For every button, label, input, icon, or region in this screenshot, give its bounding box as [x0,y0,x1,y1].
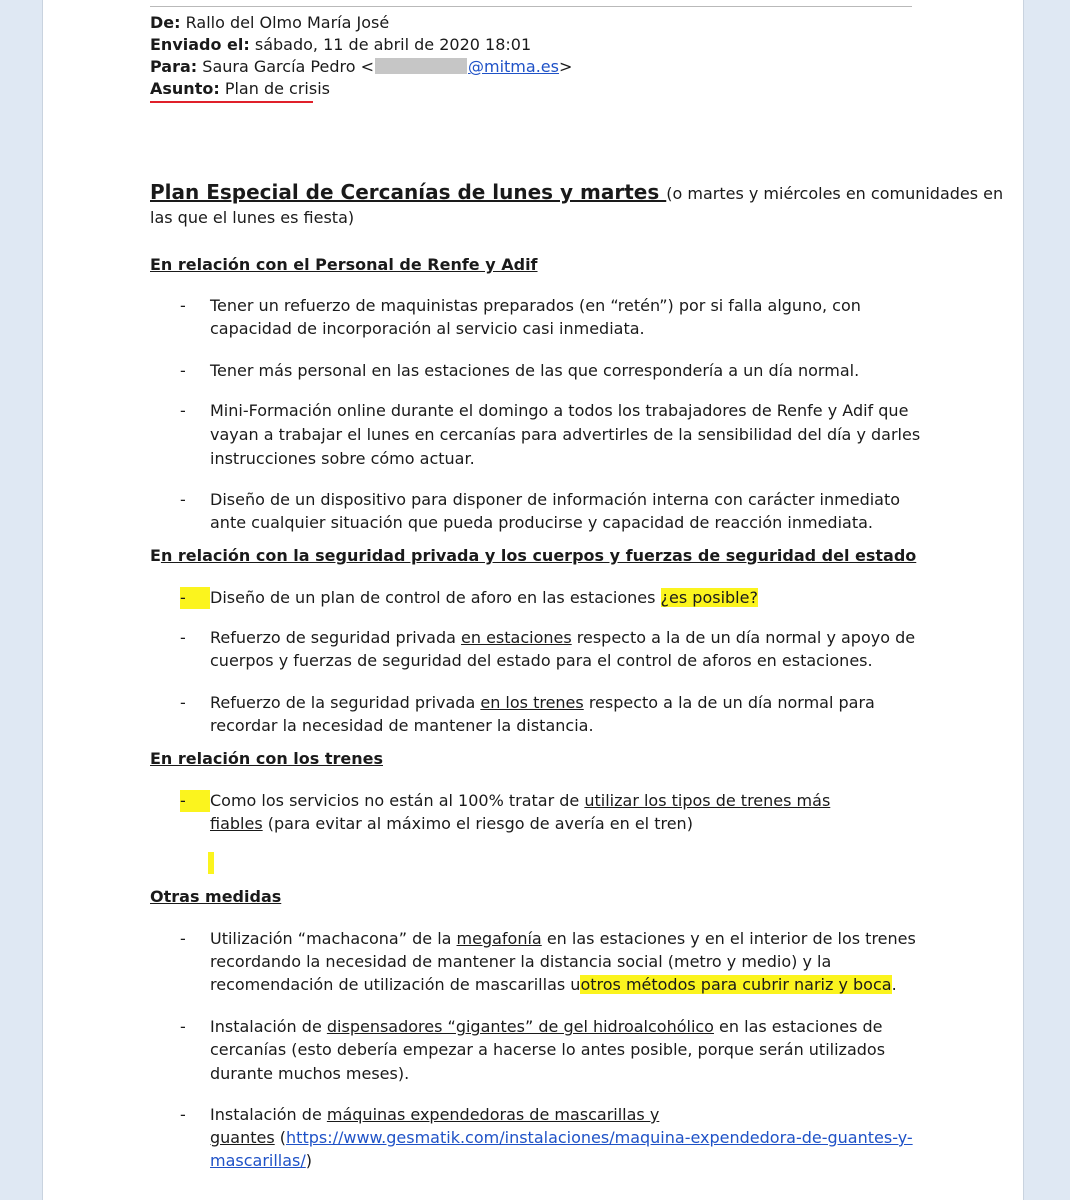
plan-title-cont: las que el lunes es fiesta) [150,208,355,227]
list-item-cont: recomendación de utilización de mascarillas uotros métodos para cubrir nariz y boca. [210,975,897,994]
list-item: Instalación de dispensadores “gigantes” de gel hidroalcohólico en las estaciones de [210,1017,883,1036]
list-item: Refuerzo de seguridad privada en estaciones respecto a la de un día normal y apoyo de [210,628,916,647]
list-item-cont: cuerpos y fuerzas de seguridad del estado para el control de aforos en estaciones. [210,651,873,670]
list-item-cont: recordando la necesidad de mantener la distancia social (metro y medio) y la [210,952,832,971]
list-item: Utilización “machacona” de la megafonía en las estaciones y en el interior de los trenes [210,929,916,948]
list-item-cont: instrucciones sobre cómo actuar. [210,449,475,468]
section-heading-personal: En relación con el Personal de Renfe y Adif [150,255,538,274]
list-item-cont: guantes (https://www.gesmatik.com/instalaciones/maquina-expendedora-de-guantes-y- [210,1128,913,1147]
list-item-cont: capacidad de incorporación al servicio casi inmediata. [210,319,645,338]
email-domain-link[interactable]: @mitma.es [468,57,559,76]
header-from: De: Rallo del Olmo María José [150,13,390,32]
header-sent: Enviado el: sábado, 11 de abril de 2020 18:01 [150,35,532,54]
list-item-cont: fiables (para evitar al máximo el riesgo de avería en el tren) [210,814,693,833]
list-item-cont: vayan a trabajar el lunes en cercanías para advertirles de la sensibilidad del día y darles [210,425,921,444]
list-item: Refuerzo de la seguridad privada en los trenes respecto a la de un día normal para [210,693,875,712]
list-item-cont: mascarillas/) [210,1151,313,1170]
list-item: Diseño de un dispositivo para disponer de información interna con carácter inmediato [210,490,901,509]
list-item: Tener un refuerzo de maquinistas preparados (en “retén”) por si falla alguno, con [210,296,861,315]
bullet: - [180,490,186,509]
list-item-cont: durante muchos meses). [210,1064,410,1083]
bullet: - [180,1017,186,1036]
bullet: - [180,296,186,315]
list-item: Instalación de máquinas expendedoras de mascarillas y [210,1105,660,1124]
highlight: ¿es posible? [660,588,758,607]
bullet: - [180,628,186,647]
bullet: - [180,1105,186,1124]
list-item-cont: ante cualquier situación que pueda producirse y capacidad de reacción inmediata. [210,513,873,532]
header-subject: Asunto: Plan de crisis [150,79,330,98]
highlighted-bullet: - [180,587,210,609]
bullet: - [180,361,186,380]
gesmatik-link-cont[interactable]: mascarillas/ [210,1151,306,1170]
header-to: Para: Saura García Pedro < @mitma.es> [150,57,573,76]
list-item: - Diseño de un plan de control de aforo en las estaciones ¿es posible? [180,588,758,607]
subject-underline [150,101,313,103]
bullet: - [180,929,186,948]
bullet: - [180,401,186,420]
gesmatik-link[interactable]: https://www.gesmatik.com/instalaciones/maquina-expendedora-de-guantes-y- [286,1128,913,1147]
bullet: - [180,693,186,712]
header-divider [150,6,912,7]
list-item: Mini-Formación online durante el domingo a todos los trabajadores de Renfe y Adif que [210,401,909,420]
section-heading-trains: En relación con los trenes [150,749,383,768]
section-heading-security: En relación con la seguridad privada y los cuerpos y fuerzas de seguridad del estado [150,546,917,565]
list-item: Tener más personal en las estaciones de las que correspondería a un día normal. [210,361,860,380]
highlight-mark [208,852,214,874]
list-item-cont: cercanías (esto debería empezar a hacerse lo antes posible, porque serán utilizados [210,1040,886,1059]
plan-title: Plan Especial de Cercanías de lunes y martes (o martes y miércoles en comunidades en [150,180,1004,204]
list-item-cont: recordar la necesidad de mantener la distancia. [210,716,594,735]
highlighted-bullet: - [180,790,210,812]
section-heading-other: Otras medidas [150,887,282,906]
redacted-email [375,58,467,74]
list-item: - Como los servicios no están al 100% tratar de utilizar los tipos de trenes más [180,791,831,810]
highlight: otros métodos para cubrir nariz y boca [580,975,892,994]
